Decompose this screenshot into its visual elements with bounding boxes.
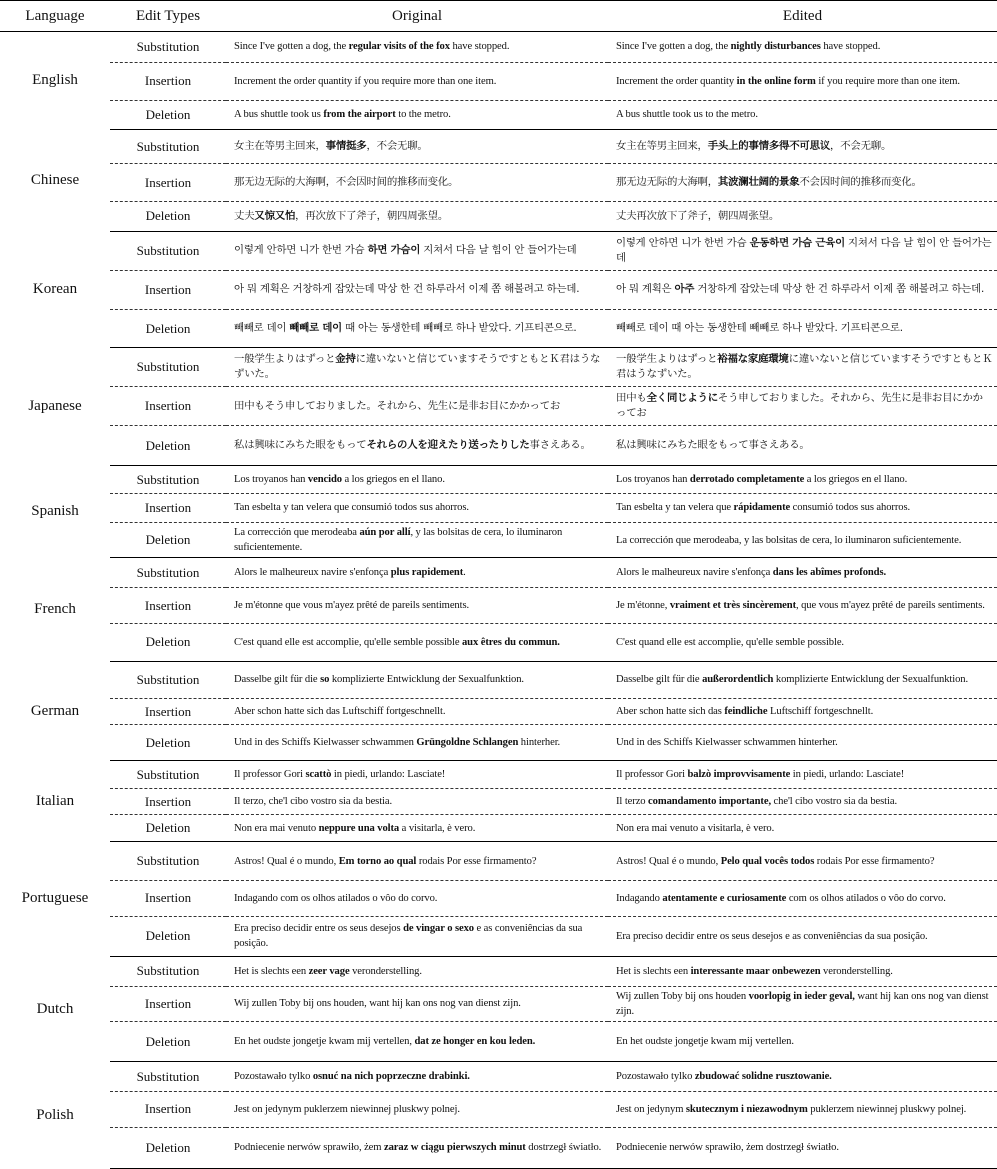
edited-text-cell: Since I've gotten a dog, the nightly disturbances have stopped. [608,32,997,63]
edited-text-cell: Non era mai venuto a visitarla, è vero. [608,815,997,842]
language-cell: Polish [36,1106,74,1123]
edit-type-cell: Deletion [110,1127,226,1168]
original-text-cell: Tan esbelta y tan velera que consumió todos sus ahorros. [226,493,608,522]
edit-type-cell: Deletion [110,1022,226,1062]
original-text-cell: Dasselbe gilt für die so komplizierte Entwicklung der Sexualfunktion. [226,661,608,698]
table-row [0,986,997,1022]
edit-type-cell: Insertion [110,588,226,624]
original-text-cell: 女主在等男主回来，事情挺多，不会无聊。 [226,130,608,164]
edit-type-cell: Substitution [110,661,226,698]
table-row [0,270,997,309]
edited-text-cell: 田中も全く同じようにそう申しておりました。それから、先生に是非お目にかかってお [608,387,997,426]
edited-text-cell: C'est quand elle est accomplie, qu'elle semble possible. [608,623,997,661]
edit-type-cell: Insertion [110,493,226,522]
edit-type-cell: Substitution [110,348,226,387]
edited-text-cell: La corrección que merodeaba, y las bolsitas de cera, lo iluminaron suficientemente. [608,522,997,558]
edit-type-cell: Insertion [110,698,226,725]
table-row [0,725,997,761]
original-text-cell: Los troyanos han vencido a los griegos en el llano. [226,466,608,494]
table-row [0,881,997,917]
table-row [0,348,997,387]
edited-text-cell: Alors le malheureux navire s'enfonça dans les abîmes profonds. [608,558,997,588]
original-text-cell: Il terzo, che'l cibo vostro sia da bestia. [226,788,608,815]
table-row [0,1092,997,1128]
original-text-cell: 田中もそう申しておりました。それから、先生に是非お目にかかってお [226,387,608,426]
original-text-cell: C'est quand elle est accomplie, qu'elle semble possible aux êtres du commun. [226,623,608,661]
language-cell: Spanish [31,503,79,520]
edited-text-cell: Pozostawało tylko zbudować solidne rusztowanie. [608,1062,997,1092]
table-body [0,32,997,1169]
language-cell: Japanese [28,398,82,415]
table-row [0,100,997,130]
table-row [0,623,997,661]
edit-type-cell: Insertion [110,387,226,426]
header-original: Original [226,1,608,32]
edit-type-cell: Substitution [110,231,226,270]
table-row [0,815,997,842]
table-row [0,522,997,558]
edited-text-cell: Il professor Gori balzò improvvisamente in piedi, urlando: Lasciate! [608,761,997,789]
table-row [0,493,997,522]
original-text-cell: Non era mai venuto neppure una volta a visitarla, è vero. [226,815,608,842]
original-text-cell: Wij zullen Toby bij ons houden, want hij kan ons nog van dienst zijn. [226,986,608,1022]
header-edit-types: Edit Types [110,1,226,32]
language-cell: Portuguese [21,890,89,907]
original-text-cell: Jest on jedynym puklerzem niewinnej pluskwy polnej. [226,1092,608,1128]
edited-text-cell: 那无边无际的大海啊，其波澜壮阔的景象不会因时间的推移而变化。 [608,164,997,202]
edited-text-cell: En het oudste jongetje kwam mij vertellen. [608,1022,997,1062]
language-cell: Chinese [30,172,80,188]
edit-type-cell: Substitution [110,842,226,881]
header-edited: Edited [608,1,997,32]
edit-type-cell: Insertion [110,881,226,917]
edit-type-cell: Substitution [110,1062,226,1092]
edit-type-cell: Deletion [110,202,226,232]
original-text-cell: Aber schon hatte sich das Luftschiff fortgeschnellt. [226,698,608,725]
original-text-cell: 이렇게 안하면 니가 한번 가슴 하면 가슴이 지쳐서 다음 날 힘이 안 들어가는데 [226,231,608,270]
table-row [0,387,997,426]
original-text-cell: Pozostawało tylko osnuć na nich poprzeczne drabinki. [226,1062,608,1092]
language-cell: Dutch [36,1000,74,1017]
table-row [0,761,997,789]
original-text-cell: Und in des Schiffs Kielwasser schwammen Grüngoldne Schlangen hinterher. [226,725,608,761]
edit-type-cell: Deletion [110,916,226,956]
table-row [0,698,997,725]
original-text-cell: Astros! Qual é o mundo, Em torno ao qual rodais Por esse firmamento? [226,842,608,881]
language-cell: French [34,601,76,618]
table-row [0,588,997,624]
original-text-cell: 빼빼로 데이 빼빼로 데이 때 아는 동생한테 빼빼로 하나 받았다. 기프티콘으로. [226,309,608,348]
original-text-cell: 丈夫又惊又怕，再次放下了斧子，朝四周张望。 [226,202,608,232]
table-row [0,1022,997,1062]
table-row [0,164,997,202]
edit-type-cell: Deletion [110,623,226,661]
table-header [0,1,997,32]
original-text-cell: En het oudste jongetje kwam mij vertellen, dat ze honger en kou leden. [226,1022,608,1062]
table-row [0,788,997,815]
header-row [0,1,997,32]
table-row [0,661,997,698]
table-row [0,956,997,986]
table-row [0,1062,997,1092]
edited-text-cell: Era preciso decidir entre os seus desejos e as conveniências da sua posição. [608,916,997,956]
edited-text-cell: Dasselbe gilt für die außerordentlich komplizierte Entwicklung der Sexualfunktion. [608,661,997,698]
edit-type-cell: Insertion [110,986,226,1022]
edit-type-cell: Substitution [110,32,226,63]
edit-type-cell: Substitution [110,956,226,986]
edited-text-cell: 이렇게 안하면 니가 한번 가슴 운동하면 가슴 근육이 지쳐서 다음 날 힘이 안 들어가는데 [608,231,997,270]
edited-text-cell: A bus shuttle took us to the metro. [608,100,997,130]
table-row [0,1127,997,1168]
edited-text-cell: 빼빼로 데이 때 아는 동생한테 빼빼로 하나 받았다. 기프티콘으로. [608,309,997,348]
edit-type-cell: Insertion [110,788,226,815]
edit-type-cell: Deletion [110,100,226,130]
header-language: Language [0,1,110,32]
table-row [0,558,997,588]
edited-text-cell: Indagando atentamente e curiosamente com os olhos atilados o vôo do corvo. [608,881,997,917]
edited-text-cell: Je m'étonne, vraiment et très sincèrement, que vous m'ayez prêté de pareils sentiments. [608,588,997,624]
language-cell: German [30,702,80,719]
edited-text-cell: 아 뭐 계획은 아주 거창하게 잡았는데 막상 한 건 하루라서 이제 쫌 해볼려고 하는데. [608,270,997,309]
table-row [0,231,997,270]
table-row [0,62,997,100]
original-text-cell: Het is slechts een zeer vage veronderstelling. [226,956,608,986]
original-text-cell: Je m'étonne que vous m'ayez prêté de pareils sentiments. [226,588,608,624]
language-cell: Italian [35,792,75,809]
original-text-cell: Since I've gotten a dog, the regular visits of the fox have stopped. [226,32,608,63]
edit-type-cell: Deletion [110,309,226,348]
original-text-cell: A bus shuttle took us from the airport to the metro. [226,100,608,130]
edited-text-cell: 女主在等男主回来，手头上的事情多得不可思议，不会无聊。 [608,130,997,164]
edit-type-cell: Deletion [110,725,226,761]
edit-type-cell: Substitution [110,761,226,789]
edit-type-cell: Insertion [110,1092,226,1128]
table-row [0,466,997,494]
original-text-cell: 一般学生よりはずっと金持に違いないと信じていますそうですともとＫ君はうなずいた。 [226,348,608,387]
original-text-cell: 私は興味にみちた眼をもってそれらの人を迎えたり送ったりした事さえある。 [226,426,608,466]
language-cell: English [32,72,78,89]
table-row [0,32,997,63]
edited-text-cell: 一般学生よりはずっと裕福な家庭環境に違いないと信じていますそうですともとＫ君はうなずいた。 [608,348,997,387]
table-row [0,130,997,164]
edited-text-cell: Jest on jedynym skutecznym i niezawodnym puklerzem niewinnej pluskwy polnej. [608,1092,997,1128]
table-row [0,426,997,466]
edit-type-cell: Deletion [110,522,226,558]
edited-text-cell: Aber schon hatte sich das feindliche Luftschiff fortgeschnellt. [608,698,997,725]
edit-type-cell: Insertion [110,164,226,202]
original-text-cell: 那无边无际的大海啊，不会因时间的推移而变化。 [226,164,608,202]
table-row [0,916,997,956]
original-text-cell: La corrección que merodeaba aún por allí, y las bolsitas de cera, lo iluminaron suficientemente. [226,522,608,558]
edited-text-cell: 私は興味にみちた眼をもって事さえある。 [608,426,997,466]
original-text-cell: Increment the order quantity if you require more than one item. [226,62,608,100]
edited-text-cell: Astros! Qual é o mundo, Pelo qual vocês todos rodais Por esse firmamento? [608,842,997,881]
original-text-cell: Il professor Gori scattò in piedi, urlando: Lasciate! [226,761,608,789]
original-text-cell: 아 뭐 계획은 거창하게 잡았는데 막상 한 건 하루라서 이제 쫌 해볼려고 하는데. [226,270,608,309]
edit-type-cell: Insertion [110,62,226,100]
edited-text-cell: Wij zullen Toby bij ons houden voorlopig in ieder geval, want hij kan ons nog van dienst zijn. [608,986,997,1022]
edited-text-cell: Il terzo comandamento importante, che'l cibo vostro sia da bestia. [608,788,997,815]
original-text-cell: Alors le malheureux navire s'enfonça plus rapidement. [226,558,608,588]
table-row [0,309,997,348]
edited-text-cell: Increment the order quantity in the online form if you require more than one item. [608,62,997,100]
edit-type-cell: Insertion [110,270,226,309]
original-text-cell: Indagando com os olhos atilados o vôo do corvo. [226,881,608,917]
table-row [0,202,997,232]
edit-type-cell: Deletion [110,426,226,466]
edited-text-cell: Podniecenie nerwów sprawiło, żem dostrzegł światło. [608,1127,997,1168]
edit-type-cell: Deletion [110,815,226,842]
edited-text-cell: 丈夫再次放下了斧子，朝四周张望。 [608,202,997,232]
edited-text-cell: Los troyanos han derrotado completamente a los griegos en el llano. [608,466,997,494]
table-row [0,842,997,881]
language-cell: Korean [32,281,78,298]
edit-type-cell: Substitution [110,466,226,494]
original-text-cell: Podniecenie nerwów sprawiło, żem zaraz w ciągu pierwszych minut dostrzegł światło. [226,1127,608,1168]
original-text-cell: Era preciso decidir entre os seus desejos de vingar o sexo e as conveniências da sua posição. [226,916,608,956]
edited-text-cell: Het is slechts een interessante maar onbewezen veronderstelling. [608,956,997,986]
edited-text-cell: Und in des Schiffs Kielwasser schwammen hinterher. [608,725,997,761]
edited-text-cell: Tan esbelta y tan velera que rápidamente consumió todos sus ahorros. [608,493,997,522]
edit-type-cell: Substitution [110,130,226,164]
edit-type-cell: Substitution [110,558,226,588]
